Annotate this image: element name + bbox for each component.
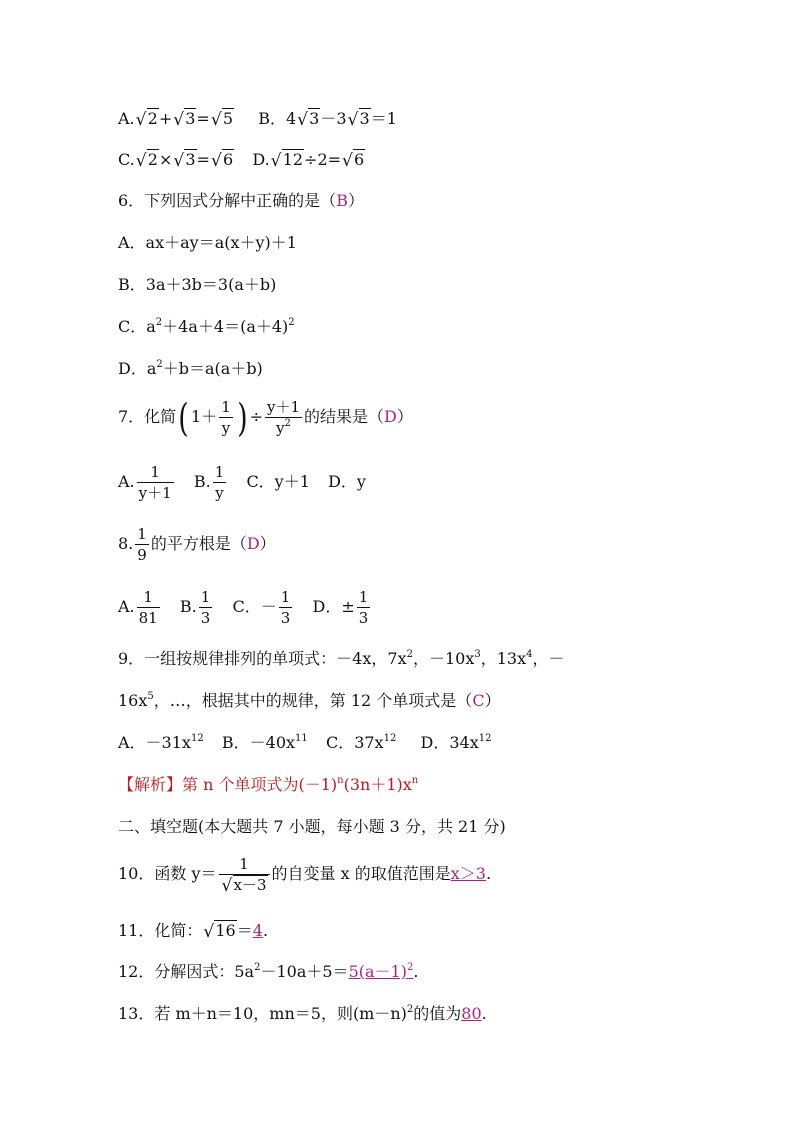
fraction: $\frac{1}{y}$ xyxy=(221,398,231,437)
fraction: $\frac{1}{3}$ xyxy=(358,588,369,627)
sqrt-symbol: √ 6 xyxy=(211,149,234,170)
fraction: $\frac{1}{3}$ xyxy=(280,588,291,627)
q6-option-b: B．3a＋3b＝3(a＋b) xyxy=(118,275,277,294)
q5-options-ab: A.√ 2+√ 3=√ 5 B．4√ 3－3√ 3＝1 xyxy=(118,108,397,129)
q12-answer: $5(a-1)^2$ xyxy=(348,962,414,981)
sqrt-symbol: √ 12 xyxy=(271,149,304,170)
q7-answer: D xyxy=(384,407,397,426)
q8-options: A. $\frac{1}{81}$ B. $\frac{1}{3}$ C．－ $\frac{1}{3}$ D．± $\frac{1}{3}$ xyxy=(118,588,369,627)
q5-options-cd: C.√ 2×√ 3=√ 6 D.√ 12÷2=√ 6 xyxy=(118,149,365,170)
q9-stem-line1: 9．一组按规律排列的单项式：－4x，$7x^2$，$-10x^3$，$13x^4$，－ xyxy=(118,649,565,668)
sqrt-symbol: √ 2 xyxy=(136,108,159,129)
q6-stem: 6．下列因式分解中正确的是（B） xyxy=(118,191,364,210)
sqrt-symbol: √ 16 xyxy=(203,920,236,941)
q9-answer: C xyxy=(472,691,485,710)
q9-stem-line2: $16x^5$，…，根据其中的规律，第 12 个单项式是（C） xyxy=(118,691,501,710)
q13: 13．若 m＋n＝10，mn＝5，则$(m-n)^2$的值为80. xyxy=(118,1004,487,1023)
fraction: 1 √ x－3 xyxy=(219,854,270,895)
fraction: $\frac{1}{3}$ xyxy=(200,588,211,627)
q8-answer: D xyxy=(246,534,260,553)
sqrt-symbol: √ x－3 xyxy=(222,875,268,895)
q10: 10．函数 y＝ 1 √ x－3 的自变量 x 的取值范围是x＞3. xyxy=(118,850,491,898)
q6-option-d: D．$a^2+b=a(a+b)$ xyxy=(118,359,263,378)
q5-a-label: A. xyxy=(118,109,135,128)
fraction: $\frac{1}{y+1}$ xyxy=(138,463,172,502)
q6-option-c: C．$a^2+4a+4=(a+4)^2$ xyxy=(118,317,295,336)
q9-options: A．$-31x^{12}$ B．$-40x^{11}$ C．$37x^{12}$ D．$34x^{12}$ xyxy=(118,733,492,752)
q8-stem: 8. $\frac{1}{9}$ 的平方根是（D） xyxy=(118,525,276,564)
q6-option-a: A．ax＋ay＝a(x＋y)＋1 xyxy=(118,233,297,252)
q7-options: A. $\frac{1}{y+1}$ B. $\frac{1}{y}$ C．y＋1 D．y xyxy=(118,463,366,502)
q6-answer: B xyxy=(336,191,348,210)
q10-answer: x＞3 xyxy=(450,864,486,883)
q13-answer: 80 xyxy=(461,1004,482,1023)
q9-analysis: 【解析】第 n 个单项式为$(-1)^n(3n+1)x^n$ xyxy=(118,775,419,794)
q11-answer: 4 xyxy=(252,921,263,940)
fraction: $\frac{y+1}{y^2}$ xyxy=(266,398,301,437)
sqrt-symbol: √ 2 xyxy=(136,149,159,170)
fraction: $\frac{1}{81}$ xyxy=(138,588,158,627)
q5-b-label: B．4 xyxy=(258,109,297,128)
q5-d-label: D. xyxy=(252,150,270,169)
sqrt-symbol: √ 3 xyxy=(348,108,371,129)
sqrt-symbol: √ 6 xyxy=(342,149,365,170)
sqrt-symbol: √ 3 xyxy=(173,149,196,170)
q7-stem: 7．化简( 1＋ $\frac{1}{y}$ ) ÷ $\frac{y+1}{y^2}$ 的结果是（D） xyxy=(118,395,413,440)
q11: 11．化简：√ 16＝4. xyxy=(118,920,268,941)
sqrt-symbol: √ 5 xyxy=(211,108,234,129)
fraction: $\frac{1}{y}$ xyxy=(214,463,225,502)
sqrt-symbol: √ 3 xyxy=(173,108,196,129)
fraction: $\frac{1}{9}$ xyxy=(137,525,147,564)
q5-c-label: C. xyxy=(118,150,135,169)
section-title: 二、填空题(本大题共 7 小题，每小题 3 分，共 21 分) xyxy=(118,817,506,836)
sqrt-symbol: √ 3 xyxy=(297,108,320,129)
q12: 12．分解因式：$5a^2-10a+5=5(a-1)^2$. xyxy=(118,962,419,981)
